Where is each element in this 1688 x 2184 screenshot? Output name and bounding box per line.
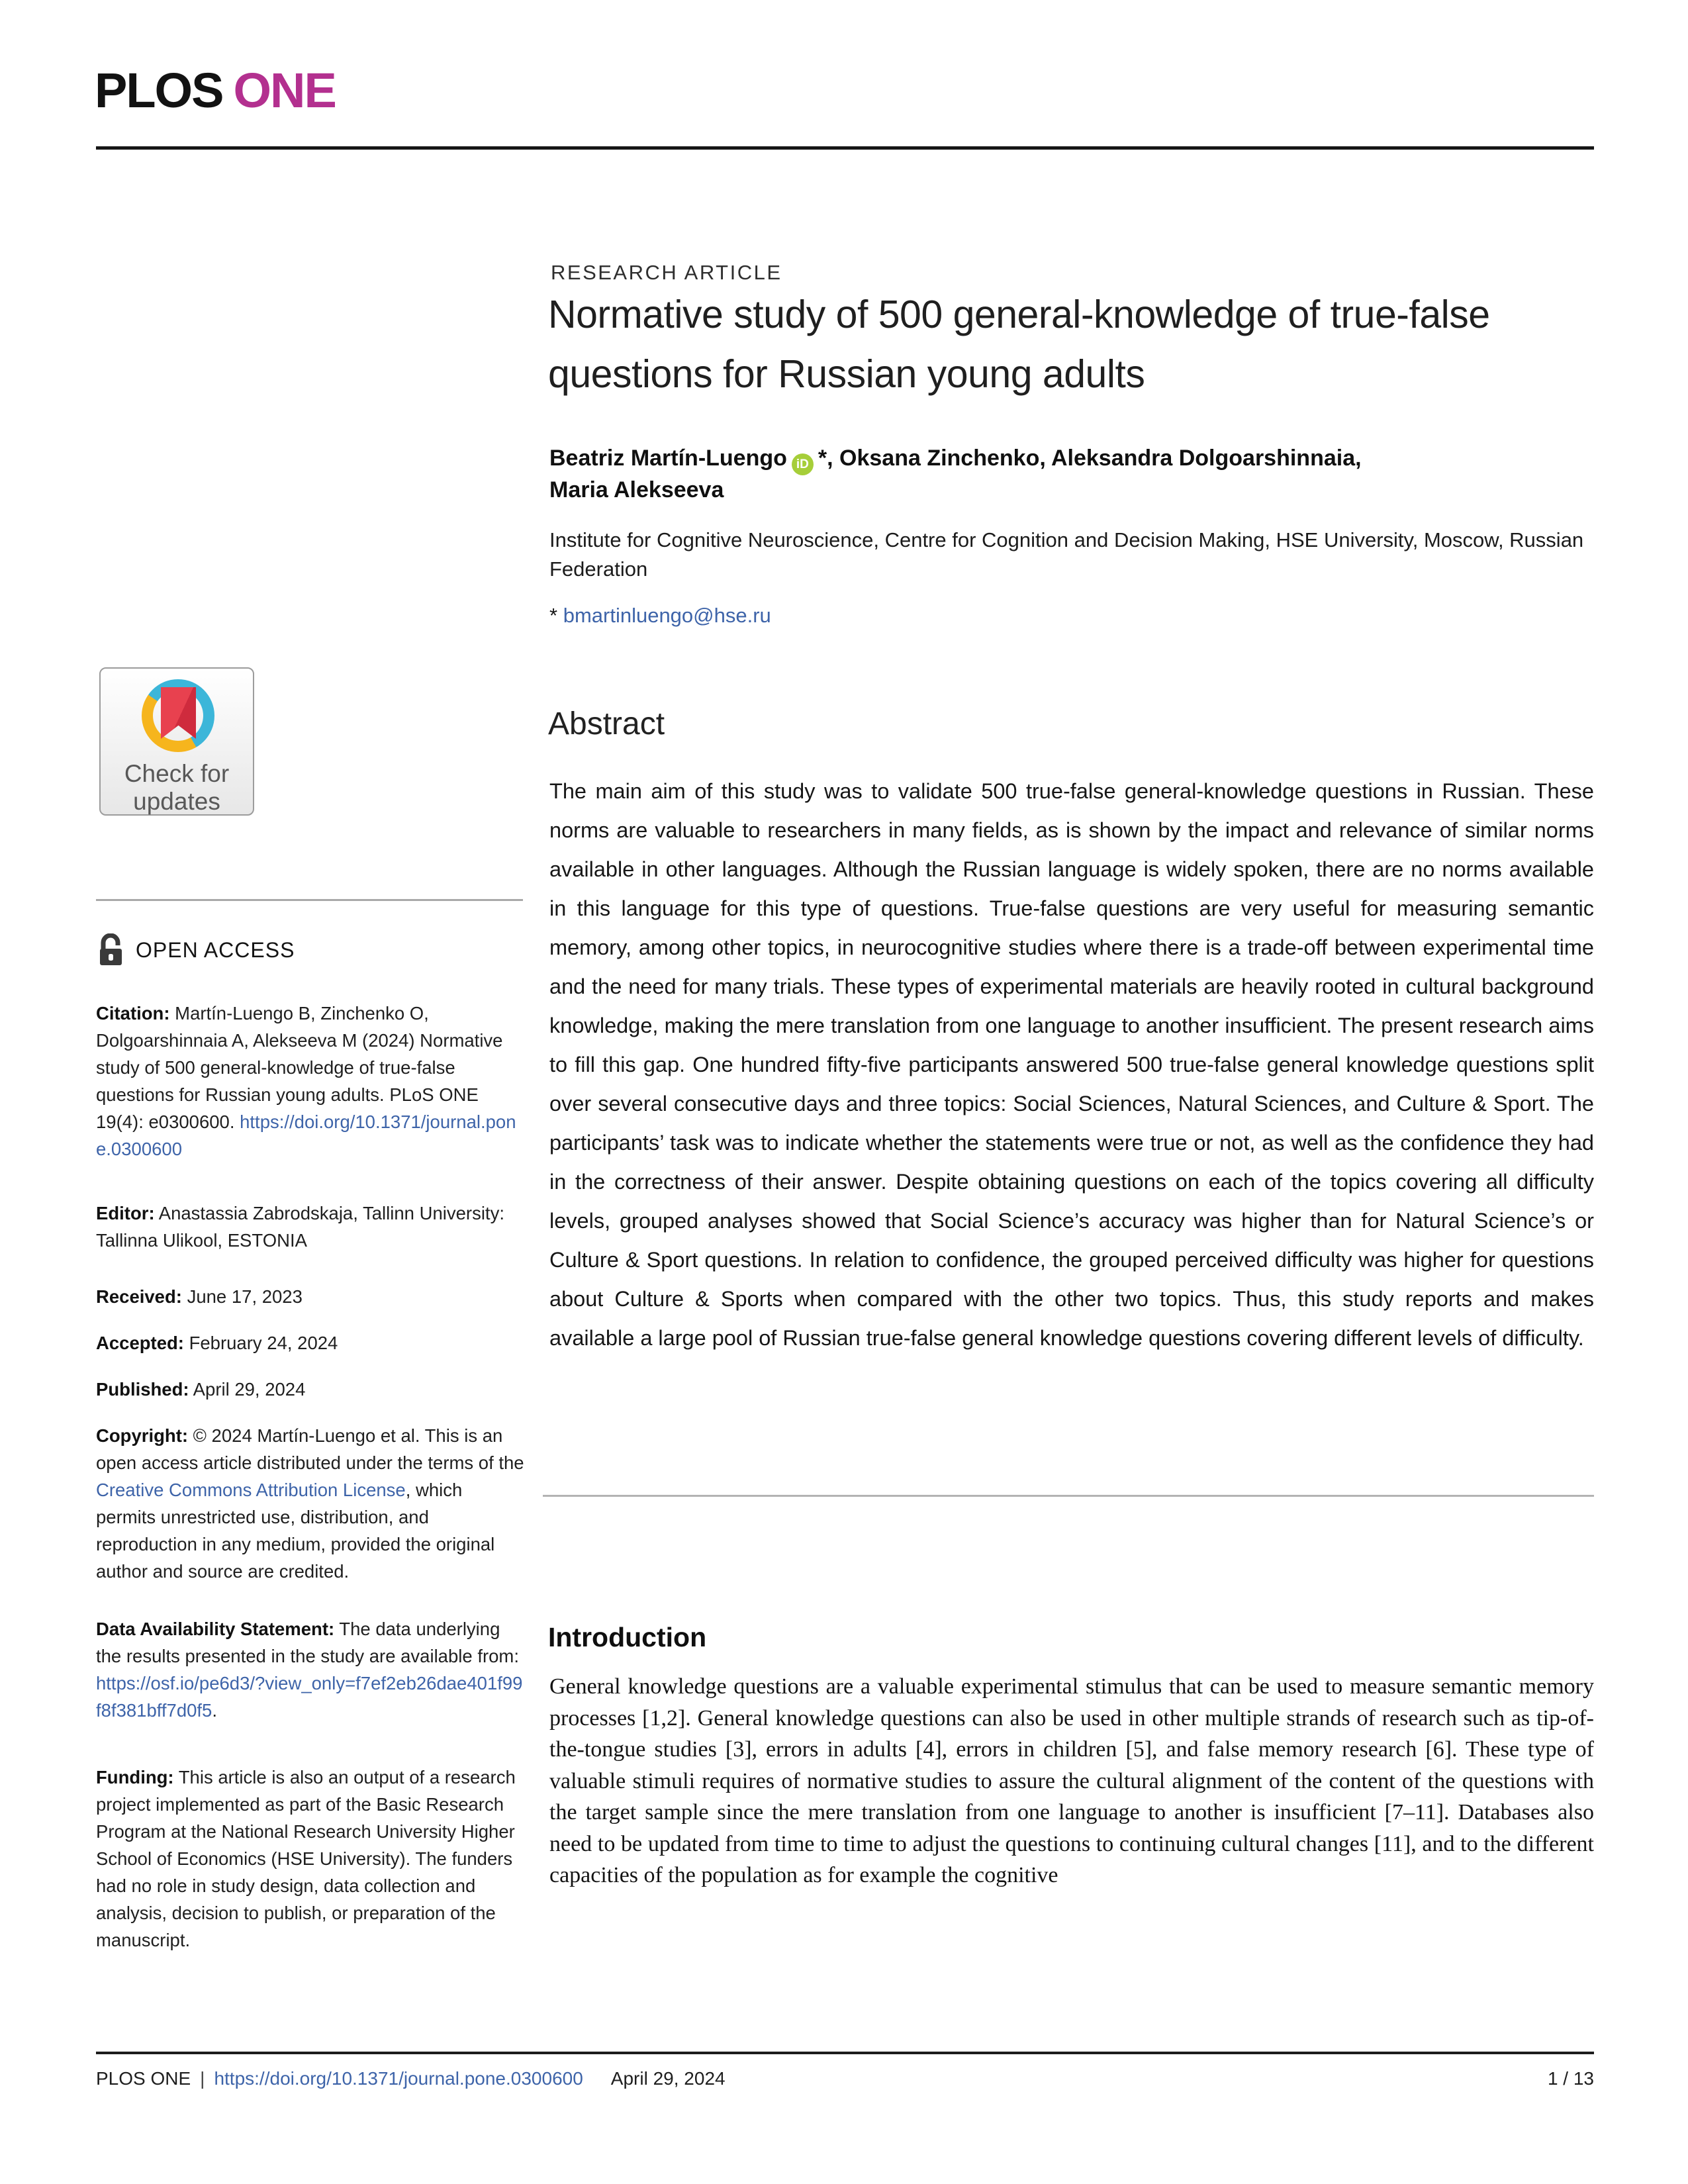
received-block bbox=[96, 1283, 526, 1310]
citation-ref-link[interactable]: 5 bbox=[1133, 1737, 1145, 1762]
osf-data-link[interactable]: https://osf.io/pe6d3/?view_only=f7ef2eb26dae401f99f8f381bff7d0f5 bbox=[96, 1673, 523, 1721]
data-availability-block bbox=[96, 1615, 526, 1724]
open-access-row bbox=[97, 933, 295, 967]
check-updates-line1: Check for bbox=[124, 760, 230, 787]
citation-ref-link[interactable]: 3 bbox=[733, 1737, 745, 1762]
editor-label: Editor: bbox=[96, 1203, 155, 1223]
check-for-updates-badge[interactable] bbox=[99, 667, 254, 816]
intro-text-segment: ], and false memory research [ bbox=[1144, 1737, 1433, 1762]
corresponding-marker: * bbox=[549, 604, 558, 627]
citation-ref-link[interactable]: 4 bbox=[923, 1737, 935, 1762]
logo-plos-text: PLOS bbox=[95, 63, 223, 118]
author-name-last-line: Maria Alekseeva bbox=[549, 477, 724, 502]
corresponding-author-line bbox=[549, 604, 771, 628]
accepted-label: Accepted: bbox=[96, 1333, 184, 1353]
published-block bbox=[96, 1376, 526, 1403]
citation-ref-link[interactable]: 11 bbox=[1382, 1831, 1403, 1856]
citation-ref-link[interactable]: 7–11 bbox=[1391, 1800, 1436, 1825]
data-availability-text: The data underlying the results presented in the study are available from: bbox=[96, 1619, 519, 1666]
intro-text-segment: ]. These type of valuable stimuli requires of normative studies to assure the cultural alignment of the content of the questions with the target sample since the mere translation from one language to another is insufficient [ bbox=[549, 1737, 1595, 1825]
copyright-text-pre: © 2024 Martín-Luengo et al. This is an open access article distributed under the terms of the bbox=[96, 1425, 524, 1473]
editor-text: Anastassia Zabrodskaja, Tallinn University: Tallinna Ulikool, ESTONIA bbox=[96, 1203, 504, 1251]
abstract-heading: Abstract bbox=[548, 706, 665, 741]
citation-block bbox=[96, 1000, 526, 1163]
footer-doi-link[interactable]: https://doi.org/10.1371/journal.pone.0300600 bbox=[214, 2068, 583, 2089]
author-names-rest: *, Oksana Zinchenko, Aleksandra Dolgoarshinnaia, bbox=[818, 446, 1362, 471]
intro-text-segment: General knowledge questions are a valuable experimental stimulus that can be used to measure semantic memory processes [ bbox=[549, 1674, 1594, 1731]
copyright-label: Copyright: bbox=[96, 1425, 189, 1446]
copyright-block bbox=[96, 1422, 526, 1585]
editor-block bbox=[96, 1200, 526, 1254]
orcid-icon[interactable]: iD bbox=[792, 453, 814, 475]
author-list bbox=[549, 442, 1602, 506]
footer-divider bbox=[96, 2052, 1594, 2054]
published-date: April 29, 2024 bbox=[189, 1379, 306, 1400]
article-title: Normative study of 500 general-knowledge of true-false questions for Russian young adults bbox=[548, 293, 1490, 396]
copyright-text-post: , which permits unrestricted use, distribution, and reproduction in any medium, provided the original author and source are credited. bbox=[96, 1480, 495, 1582]
cc-license-link[interactable]: Creative Commons Attribution License bbox=[96, 1480, 406, 1500]
data-availability-period: . bbox=[212, 1700, 217, 1721]
introduction-text bbox=[549, 1671, 1594, 1891]
check-updates-line2: updates bbox=[133, 788, 220, 815]
data-availability-label: Data Availability Statement: bbox=[96, 1619, 335, 1639]
footer-journal-name: PLOS ONE bbox=[96, 2068, 191, 2089]
citation-doi-link[interactable]: https://doi.org/10.1371/journal.pone.0300600 bbox=[96, 1112, 516, 1159]
abstract-text: The main aim of this study was to validate 500 true-false general-knowledge questions in Russian. These norms are valuable to researchers in many fields, as is shown by the impact and relevance of similar norms available in other languages. Although the Russian language is widely spoken, there are no norms available in this language for this type of questions. True-false questions are very useful for measuring semantic memory, among other topics, in neurocognitive studies where there is a trade-off between experimental time and the need for many trials. These types of experimental materials are heavily rooted in cultural background knowledge, making the mere translation from one language to another insufficient. The present research aims to fill this gap. One hundred fifty-five participants answered 500 true-false general knowledge questions split over several consecutive days and three topics: Social Sciences, Natural Sciences, and Culture & Sport. The participants’ task was to indicate whether the statements were true or not, as well as the confidence they had in the correctness of their answer. Despite obtaining questions on each of the topics covering all difficulty levels, grouped analyses showed that Social Science’s accuracy was higher than for Natural Science’s or Culture & Sport questions. In relation to confidence, the grouped perceived difficulty was higher for questions about Culture & Sports when compared with the other two topics. Thus, this study reports and makes available a large pool of Russian true-false general knowledge questions covering different levels of difficulty. bbox=[549, 779, 1594, 1350]
funding-block bbox=[96, 1764, 526, 1954]
citation-ref-link[interactable]: 6 bbox=[1432, 1737, 1444, 1762]
open-lock-icon bbox=[97, 933, 125, 967]
funding-label: Funding: bbox=[96, 1767, 174, 1787]
citation-text: Martín-Luengo B, Zinchenko O, Dolgoarshinnaia A, Alekseeva M (2024) Normative study of 500 general-knowledge of true-false questions for Russian young adults. PLoS ONE 19(4): e0300600. bbox=[96, 1003, 503, 1132]
introduction-heading: Introduction bbox=[548, 1622, 707, 1652]
footer-separator: | bbox=[200, 2068, 205, 2089]
sidebar-divider bbox=[96, 899, 523, 901]
abstract-divider bbox=[543, 1495, 1594, 1497]
intro-text-segment: ], errors in adults [ bbox=[744, 1737, 923, 1762]
citation-ref-link[interactable]: 1,2 bbox=[649, 1705, 678, 1731]
received-label: Received: bbox=[96, 1286, 182, 1307]
footer-date: April 29, 2024 bbox=[610, 2068, 726, 2089]
citation-label: Citation: bbox=[96, 1003, 170, 1023]
plos-one-logo bbox=[95, 62, 336, 119]
received-date: June 17, 2023 bbox=[181, 1286, 303, 1307]
author-name-first: Beatriz Martín-Luengo bbox=[549, 446, 787, 471]
crossmark-ring-icon bbox=[142, 679, 214, 752]
accepted-date: February 24, 2024 bbox=[183, 1333, 338, 1353]
intro-text-segment: ], and to the different capacities of the population as for example the cognitive bbox=[549, 1831, 1594, 1887]
intro-text-segment: ], errors in children [ bbox=[934, 1737, 1133, 1762]
article-type-kicker: RESEARCH ARTICLE bbox=[551, 261, 782, 284]
page-footer bbox=[96, 2068, 1594, 2089]
footer-page-number: 1 / 13 bbox=[1547, 2068, 1594, 2089]
intro-text-segment: ]. Databases also need to be updated from time to time to adjust the questions to continuing cultural changes [ bbox=[549, 1800, 1594, 1856]
header-divider bbox=[96, 146, 1594, 150]
logo-one-text: ONE bbox=[233, 63, 336, 118]
check-updates-label bbox=[101, 760, 253, 816]
open-access-label: OPEN ACCESS bbox=[136, 937, 295, 962]
affiliation-text: Institute for Cognitive Neuroscience, Centre for Cognition and Decision Making, HSE University, Moscow, Russian Federation bbox=[549, 528, 1584, 581]
intro-text-segment: ]. General knowledge questions can also be used in other multiple strands of research such as tip-of-the-tongue studies [ bbox=[549, 1705, 1594, 1762]
corresponding-email-link[interactable]: bmartinluengo@hse.ru bbox=[563, 604, 771, 627]
published-label: Published: bbox=[96, 1379, 189, 1400]
accepted-block bbox=[96, 1329, 526, 1356]
funding-text: This article is also an output of a research project implemented as part of the Basic Research Program at the National Research University Higher School of Economics (HSE University). The funders had no role in study design, data collection and analysis, decision to publish, or preparation of the manuscript. bbox=[96, 1767, 516, 1950]
